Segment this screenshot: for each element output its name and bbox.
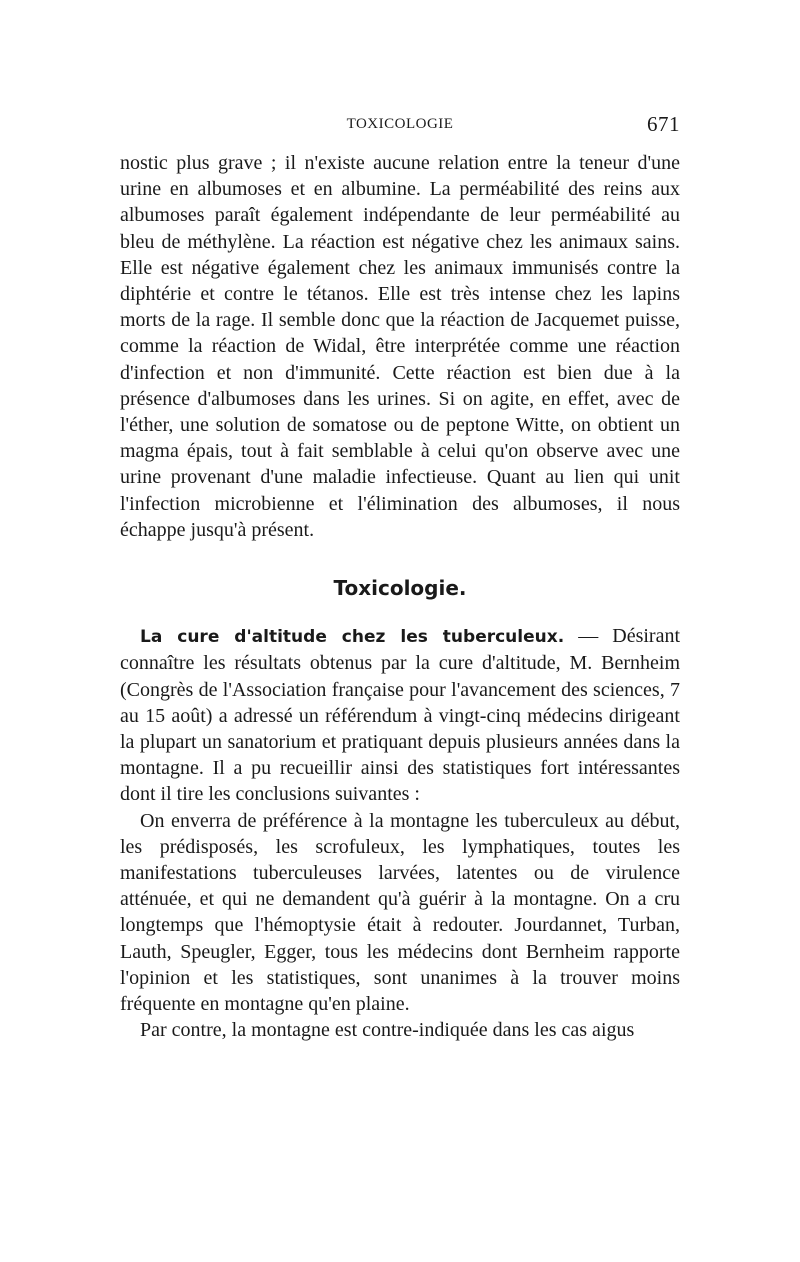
article-heading: La cure d'altitude chez les tuberculeux. — [140, 627, 565, 648]
paragraph: On enverra de préférence à la montagne les tuberculeux au début, les prédisposés, les scrofuleux, les lymphatiques, toutes les manifestations tuberculeuses larvées, latentes ou de virulence atténuée, et qui ne demandent qu'à guérir à la montagne. On a cru longtemps que l'hémoptysie était à redouter. Jourdannet, Turban, Lauth, Speugler, Egger, tous les médecins dont Bernheim rapporte l'opinion et les statistiques, sont unanimes à la trouver moins fréquente en montagne qu'en plaine. — [120, 809, 680, 1016]
paragraph-continued: nostic plus grave ; il n'existe aucune relation entre la teneur d'une urine en albumoses et en albumine. La perméabilité des reins aux albumoses paraît également indépendante de leur perméabilité au bleu de méthylène. La réaction est négative chez les animaux sains. Elle est négative également chez les animaux immunisés contre la diphtérie et contre le tétanos. Elle est très intense chez les lapins morts de la rage. Il semble donc que la réaction de Jacquemet puisse, comme la réaction de Widal, être interprétée comme une réaction d'infection et non d'immunité. Cette réaction est bien due à la présence d'albumoses dans les urines. Si on agite, en effet, avec de l'éther, une solution de somatose ou de peptone Witte, on obtient un magma épais, tout à fait semblable à celui qu'on observe avec une urine provenant d'une maladie infectieuse. Quant au lien qui unit l'infection microbienne et l'élimination des albumoses, il nous échappe jusqu'à présent. — [120, 152, 680, 541]
page-number: 671 — [647, 112, 680, 136]
running-head — [120, 112, 680, 142]
running-title: TOXICOLOGIE — [346, 116, 454, 132]
article-paragraph — [120, 623, 680, 807]
article-text: Désirant connaître les résultats obtenus par la cure d'altitude, M. Bernheim (Congrès de l'Association française pour l'avancement des sciences, 7 au 15 août) a adressé un référendum à vingt-cinq médecins dirigeant la plupart un sanatorium et pratiquant depuis plusieurs années dans la montagne. Il a pu recueillir ainsi des statistiques fort intéressantes dont il tire les conclusions suivantes : — [120, 625, 681, 806]
body-text — [120, 150, 680, 1044]
paragraph: Par contre, la montagne est contre-indiquée dans les cas aigus — [140, 1019, 635, 1042]
heading-dash: — — [564, 625, 613, 648]
section-title: Toxicologie. — [333, 576, 467, 601]
